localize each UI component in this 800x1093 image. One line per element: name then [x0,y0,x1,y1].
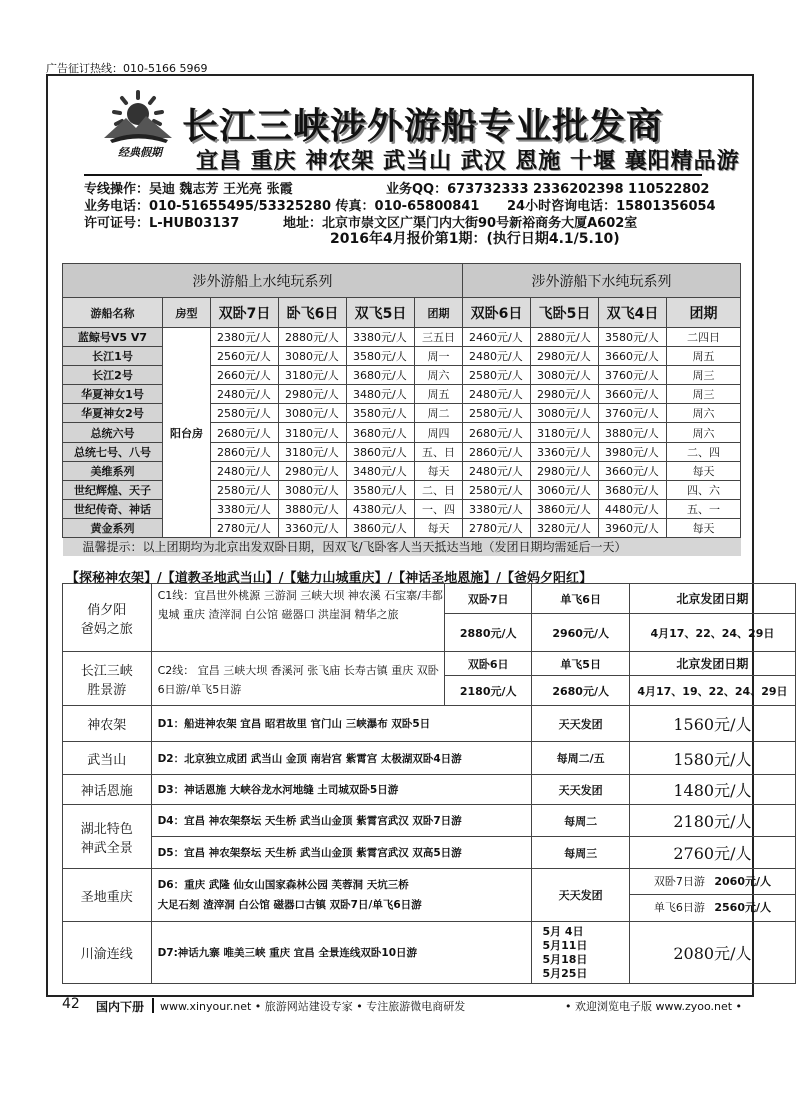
c2-price-1: 2180元/人 [444,676,531,706]
d2-departure: 每周二/五 [532,742,629,775]
price-cell: 2580元/人 [211,404,279,423]
c2-header-1: 双卧6日 [444,652,531,676]
d7-price: 2080元/人 [629,922,795,984]
price-cell: 2880元/人 [279,328,347,347]
departure-days: 周三 [667,366,741,385]
d3-departure: 天天发团 [532,775,629,805]
departure-days: 三五日 [415,328,463,347]
departure-days: 五、一 [667,499,741,518]
category-banner: 【探秘神农架】/【道教圣地武当山】/【魅力山城重庆】/【神话圣地恩施】/【爸妈夕阳红】 [66,571,592,586]
ship-name: 蓝鲸号V5 V7 [63,328,163,347]
d6-option-1: 双卧7日游 2060元/人 [630,869,795,895]
col-header: 团期 [667,298,741,328]
price-cell: 3660元/人 [599,461,667,480]
product-desc-d6 [151,869,532,922]
cruise-price-table [62,263,741,556]
ship-name: 华夏神女2号 [63,404,163,423]
departure-days: 周三 [667,385,741,404]
d5-price: 2760元/人 [629,837,795,869]
c1-price-1: 2880元/人 [444,614,531,652]
price-cell: 3380元/人 [463,499,531,518]
price-cell: 3680元/人 [599,480,667,499]
price-cell: 2660元/人 [211,366,279,385]
price-cell: 3880元/人 [279,499,347,518]
contact-24h: 24小时咨询电话：15801356054 [507,199,716,214]
product-desc-c1: C1线：宜昌世外桃源 三游洞 三峡大坝 神农溪 石宝寨/丰都鬼城 重庆 渣滓洞 白公馆 磁器口 洪崖洞 精华之旅 [151,584,444,652]
product-desc-d1: D1：船进神农架 宜昌 昭君故里 官门山 三峡瀑布 双卧5日 [151,706,532,742]
c1-price-2: 2960元/人 [532,614,629,652]
ship-name: 美维系列 [63,461,163,480]
price-cell: 2980元/人 [531,347,599,366]
upstream-section-title: 涉外游船上水纯玩系列 [63,264,463,298]
price-cell: 4380元/人 [347,499,415,518]
departure-days: 每天 [415,518,463,537]
price-cell: 2860元/人 [211,442,279,461]
departure-days: 二、日 [415,480,463,499]
logo-text: 经典假期 [118,146,162,159]
downstream-section-title: 涉外游船下水纯玩系列 [463,264,741,298]
price-cell: 3080元/人 [279,480,347,499]
price-cell: 3180元/人 [531,423,599,442]
ship-name: 世纪辉煌、天子 [63,480,163,499]
price-cell: 3680元/人 [347,423,415,442]
product-name-hubei: 湖北特色 神武全景 [63,805,152,869]
price-cell: 3360元/人 [531,442,599,461]
product-desc-d5: D5：宜昌 神农架祭坛 天生桥 武当山金顶 紫霄宫武汉 双高5日游 [151,837,532,869]
price-cell: 2780元/人 [463,518,531,537]
price-cell: 3660元/人 [599,347,667,366]
price-cell: 3960元/人 [599,518,667,537]
price-cell: 3580元/人 [599,328,667,347]
page-number: 42 [62,996,80,1012]
price-cell: 3860元/人 [347,442,415,461]
price-cell: 3080元/人 [531,404,599,423]
price-cell: 2680元/人 [463,423,531,442]
footer-section: 国内下册 [96,1000,145,1014]
price-cell: 3080元/人 [279,404,347,423]
departure-days: 周一 [415,347,463,366]
price-cell: 2480元/人 [211,385,279,404]
price-cell: 3180元/人 [279,442,347,461]
col-header: 双飞4日 [599,298,667,328]
d2-price: 1580元/人 [629,742,795,775]
price-period: 2016年4月报价第1期：(执行日期4.1/5.10) [330,231,620,247]
table-row [63,328,741,347]
price-cell: 2880元/人 [531,328,599,347]
product-name-chuanyu: 川渝连线 [63,922,152,984]
departure-days: 每天 [415,461,463,480]
price-cell: 3380元/人 [211,499,279,518]
departure-days: 周六 [667,423,741,442]
d6-departure: 天天发团 [532,869,629,922]
price-cell: 4480元/人 [599,499,667,518]
product-desc-c2: C2线： 宜昌 三峡大坝 香溪河 张飞庙 长寿古镇 重庆 双卧6日游/单飞5日游 [151,652,444,706]
ship-name: 长江1号 [63,347,163,366]
price-cell: 3580元/人 [347,404,415,423]
price-cell: 3280元/人 [531,518,599,537]
room-type: 阳台房 [163,328,211,538]
col-header: 双飞5日 [347,298,415,328]
price-cell: 2980元/人 [279,385,347,404]
price-cell: 2380元/人 [211,328,279,347]
price-cell: 3760元/人 [599,366,667,385]
departure-days: 周六 [415,366,463,385]
departure-days: 周二 [415,404,463,423]
price-cell: 3480元/人 [347,385,415,404]
departure-days: 每天 [667,461,741,480]
price-cell: 2480元/人 [463,385,531,404]
d7-dates [532,922,629,984]
product-name-sanxia: 长江三峡 胜景游 [63,652,152,706]
product-name-shennongjia: 神农架 [63,706,152,742]
contact-phone: 业务电话：010-51655495/53325280 传真：010-65800841 [84,199,480,214]
price-cell: 2580元/人 [463,404,531,423]
price-cell: 3360元/人 [279,518,347,537]
price-cell: 3080元/人 [279,347,347,366]
price-cell: 3080元/人 [531,366,599,385]
price-cell: 3880元/人 [599,423,667,442]
price-cell: 2580元/人 [463,366,531,385]
d6-desc-line1: D6：重庆 武隆 仙女山国家森林公园 芙蓉洞 天坑三桥 [157,879,409,891]
d6-options [629,869,795,922]
c1-dates: 4月17、22、24、29日 [629,614,795,652]
price-cell: 3860元/人 [531,499,599,518]
d5-departure: 每周三 [532,837,629,869]
price-cell: 3480元/人 [347,461,415,480]
c2-header-2: 单飞5日 [532,652,629,676]
product-desc-d4: D4：宜昌 神农架祭坛 天生桥 武当山金顶 紫霄宫武汉 双卧7日游 [151,805,532,837]
price-cell: 2580元/人 [463,480,531,499]
address: 地址：北京市崇文区广渠门内大街90号新裕商务大厦A602室 [283,216,638,231]
departure-days: 二四日 [667,328,741,347]
d6-desc-line2: 大足石刻 渣滓洞 白公馆 磁器口古镇 双卧7日/单飞6日游 [157,899,422,911]
d1-departure: 天天发团 [532,706,629,742]
d4-departure: 每周二 [532,805,629,837]
c2-dates: 4月17、19、22、24、29日 [629,676,795,706]
c2-header-3: 北京发团日期 [629,652,795,676]
product-name-wudangshan: 武当山 [63,742,152,775]
footer-ebook: • 欢迎浏览电子版 www.zyoo.net • [565,1000,743,1013]
product-name-chongqing: 圣地重庆 [63,869,152,922]
footer-slogan: www.xinyour.net • 旅游网站建设专家 • 专注旅游微电商研发 [160,1000,466,1013]
table-header-row [63,298,741,328]
departure-days: 每天 [667,518,741,537]
logo [96,88,180,160]
d1-price: 1560元/人 [629,706,795,742]
col-header: 游船名称 [63,298,163,328]
price-cell: 2560元/人 [211,347,279,366]
d7-date: 5月 4日 [542,924,584,938]
ship-name: 华夏神女1号 [63,385,163,404]
price-cell: 2460元/人 [463,328,531,347]
ship-name: 黄金系列 [63,518,163,537]
price-cell: 2780元/人 [211,518,279,537]
product-name-enshi: 神话恩施 [63,775,152,805]
departure-days: 一、四 [415,499,463,518]
price-cell: 3580元/人 [347,347,415,366]
departure-days: 二、四 [667,442,741,461]
c1-header-3: 北京发团日期 [629,584,795,614]
ship-name: 总统六号 [63,423,163,442]
ship-name: 长江2号 [63,366,163,385]
price-cell: 2980元/人 [531,461,599,480]
d3-price: 1480元/人 [629,775,795,805]
price-cell: 2860元/人 [463,442,531,461]
c1-header-1: 双卧7日 [444,584,531,614]
license-number: 许可证号：L-HUB03137 [84,216,240,231]
price-cell: 3860元/人 [347,518,415,537]
tour-product-table [62,583,796,984]
page-subtitle: 宜昌 重庆 神农架 武当山 武汉 恩施 十堰 襄阳精品游 [196,149,740,174]
price-cell: 3180元/人 [279,423,347,442]
product-desc-d3: D3：神话恩施 大峡谷龙水河地缝 土司城双卧5日游 [151,775,532,805]
contact-staff: 专线操作：吴迪 魏志芳 王光亮 张霞 [84,182,293,197]
product-desc-d2: D2：北京独立成团 武当山 金顶 南岩宫 紫霄宫 太极湖双卧4日游 [151,742,532,775]
d7-date: 5月25日 [542,966,588,980]
d7-date: 5月11日 [542,938,588,952]
ad-hotline: 广告征订热线：010-5166 5969 [46,62,208,75]
col-header: 双卧6日 [463,298,531,328]
col-header: 团期 [415,298,463,328]
price-cell: 3060元/人 [531,480,599,499]
price-cell: 3760元/人 [599,404,667,423]
col-header: 房型 [163,298,211,328]
product-desc-d7: D7:神话九寨 唯美三峡 重庆 宜昌 全景连线双卧10日游 [151,922,532,984]
d6-option-2: 单飞6日游 2560元/人 [653,901,771,914]
col-header: 双卧7日 [211,298,279,328]
page-title: 长江三峡涉外游船专业批发商 [182,106,664,147]
header-divider [84,174,702,176]
c2-price-2: 2680元/人 [532,676,629,706]
ship-name: 总统七号、八号 [63,442,163,461]
price-cell: 3580元/人 [347,480,415,499]
d4-price: 2180元/人 [629,805,795,837]
departure-days: 周四 [415,423,463,442]
departure-days: 五、日 [415,442,463,461]
departure-days: 周五 [667,347,741,366]
price-cell: 3980元/人 [599,442,667,461]
price-cell: 3680元/人 [347,366,415,385]
price-cell: 2580元/人 [211,480,279,499]
col-header: 卧飞6日 [279,298,347,328]
departure-days: 周五 [415,385,463,404]
price-cell: 2680元/人 [211,423,279,442]
departure-days: 周六 [667,404,741,423]
price-cell: 3180元/人 [279,366,347,385]
warm-tip: 温馨提示：以上团期均为北京出发双卧日期，因双飞/飞卧客人当天抵达当地（发团日期均需延后一天） [63,538,741,556]
price-cell: 2980元/人 [279,461,347,480]
departure-days: 四、六 [667,480,741,499]
price-cell: 3380元/人 [347,328,415,347]
c1-header-2: 单飞6日 [532,584,629,614]
price-cell: 2480元/人 [463,347,531,366]
price-cell: 2480元/人 [463,461,531,480]
product-name-xiaoyang: 俏夕阳 爸妈之旅 [63,584,152,652]
d7-date: 5月18日 [542,952,588,966]
contact-qq: 业务QQ：673732333 2336202398 110522802 [386,182,710,197]
price-cell: 2480元/人 [211,461,279,480]
footer-divider [152,998,154,1013]
ship-name: 世纪传奇、神话 [63,499,163,518]
price-cell: 2980元/人 [531,385,599,404]
price-cell: 3660元/人 [599,385,667,404]
col-header: 飞卧5日 [531,298,599,328]
